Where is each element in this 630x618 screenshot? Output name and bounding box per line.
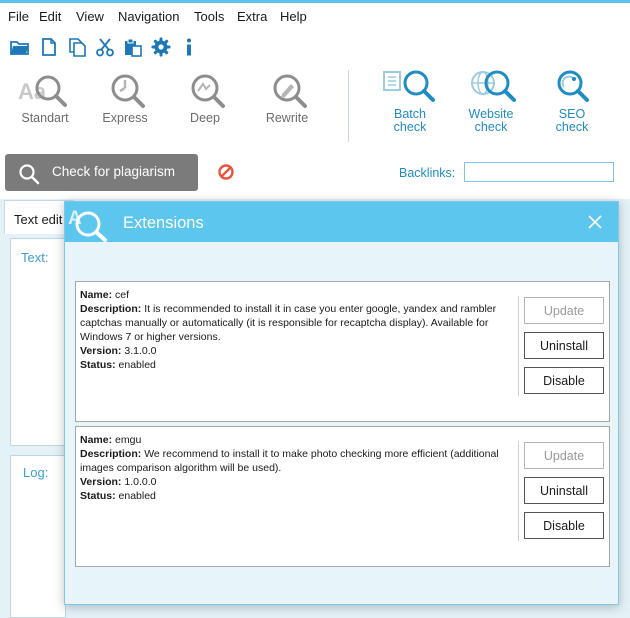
svg-text:Aa: Aa — [18, 79, 47, 104]
extension-name-line — [80, 288, 516, 302]
search-icon — [18, 163, 40, 185]
log-panel[interactable] — [10, 455, 66, 618]
extension-info — [80, 288, 516, 372]
menu-file[interactable]: File — [8, 9, 29, 24]
batch-check-button[interactable] — [370, 62, 450, 142]
website-check-label — [451, 108, 531, 134]
description-label: Description: — [80, 448, 142, 460]
rewrite-check-icon — [257, 72, 317, 112]
website-check-label-text: Website check — [468, 107, 514, 134]
mode-rewrite-label: Rewrite — [265, 111, 309, 125]
mode-deep[interactable] — [170, 62, 240, 142]
disable-button[interactable]: Disable — [524, 512, 604, 539]
app-logo-icon — [67, 204, 111, 242]
info-icon[interactable] — [179, 37, 199, 57]
cut-icon[interactable] — [95, 37, 115, 57]
update-button[interactable]: Update — [524, 297, 604, 324]
extension-version: 1.0.0.0 — [124, 476, 157, 488]
backlinks-label: Backlinks: — [399, 166, 456, 180]
mode-rewrite[interactable] — [252, 62, 322, 142]
extension-description: We recommend to install it to make photo checking more efficient (additional images comparison algorithm will be used). — [80, 448, 499, 474]
menu-navigation[interactable]: Navigation — [118, 9, 180, 24]
batch-check-label — [370, 108, 450, 134]
close-icon[interactable] — [587, 214, 603, 230]
mode-express-label: Express — [102, 111, 148, 125]
description-label: Description: — [80, 303, 142, 315]
dialog-header — [65, 202, 618, 242]
dialog-title: Extensions — [123, 214, 204, 232]
batch-check-icon — [378, 68, 442, 108]
text-panel[interactable] — [10, 238, 66, 446]
extension-status-line — [80, 489, 516, 503]
check-for-plagiarism-button[interactable] — [5, 154, 198, 191]
extension-info — [80, 433, 516, 503]
menu-bar — [0, 3, 630, 29]
batch-check-label-text: Batch check — [393, 107, 427, 134]
uninstall-button[interactable]: Uninstall — [524, 332, 604, 359]
extensions-dialog — [64, 201, 619, 605]
name-label: Name: — [80, 289, 113, 301]
extension-description: It is recommended to install it in case you enter google, yandex and rambler captchas manually or automatically (it is responsible for recaptcha display). Available for Windows 7 or higher versions. — [80, 303, 497, 343]
mode-standart-label: Standart — [21, 111, 69, 125]
name-label: Name: — [80, 434, 113, 446]
svg-text:A: A — [68, 208, 82, 229]
backlinks-input[interactable] — [464, 162, 614, 182]
seo-check-icon — [540, 68, 604, 108]
uninstall-button[interactable]: Uninstall — [524, 477, 604, 504]
log-panel-label: Log: — [23, 465, 49, 480]
menu-extra[interactable]: Extra — [237, 9, 268, 24]
extension-item-cef — [75, 281, 610, 422]
deep-check-icon — [175, 72, 235, 112]
check-for-plagiarism-label: Check for plagiarism — [52, 164, 176, 179]
update-button[interactable]: Update — [524, 442, 604, 469]
tab-text-edit-label: Text edit — [14, 212, 63, 227]
text-panel-label: Text: — [21, 250, 49, 265]
mode-deep-label: Deep — [190, 111, 220, 125]
extension-description-line — [80, 447, 516, 475]
express-check-icon — [95, 72, 155, 112]
new-file-icon[interactable] — [39, 37, 59, 57]
standart-check-icon — [15, 72, 75, 112]
seo-check-label — [532, 108, 612, 134]
mode-express[interactable] — [90, 62, 160, 142]
extension-version: 3.1.0.0 — [124, 345, 157, 357]
quick-toolbar — [0, 31, 630, 61]
extension-name-line — [80, 433, 516, 447]
status-label: Status: — [80, 359, 116, 371]
extension-status-line — [80, 358, 516, 372]
menu-help[interactable]: Help — [280, 9, 307, 24]
seo-check-label-text: SEO check — [555, 107, 589, 134]
extension-separator — [518, 296, 519, 396]
extension-status: enabled — [118, 359, 156, 371]
website-check-button[interactable] — [451, 62, 531, 142]
copy-icon[interactable] — [67, 37, 87, 57]
version-label: Version: — [80, 476, 122, 488]
check-ribbon — [0, 62, 630, 146]
extension-separator — [518, 441, 519, 541]
extension-version-line — [80, 475, 516, 489]
website-check-icon — [459, 68, 523, 108]
mode-standart[interactable] — [10, 62, 80, 142]
version-label: Version: — [80, 345, 122, 357]
menu-view[interactable]: View — [76, 9, 104, 24]
extension-version-line — [80, 344, 516, 358]
menu-tools[interactable]: Tools — [194, 9, 225, 24]
disable-button[interactable]: Disable — [524, 367, 604, 394]
extension-status: enabled — [118, 490, 156, 502]
stop-icon[interactable] — [217, 163, 235, 181]
extension-item-emgu — [75, 426, 610, 567]
paste-icon[interactable] — [123, 37, 143, 57]
extension-description-line — [80, 302, 516, 344]
open-folder-icon[interactable] — [10, 37, 30, 57]
status-label: Status: — [80, 490, 116, 502]
extension-name: emgu — [115, 434, 142, 446]
menu-edit[interactable]: Edit — [39, 9, 62, 24]
extension-name: cef — [115, 289, 130, 301]
gear-icon[interactable] — [151, 37, 171, 57]
seo-check-button[interactable] — [532, 62, 612, 142]
ribbon-separator — [348, 70, 349, 142]
